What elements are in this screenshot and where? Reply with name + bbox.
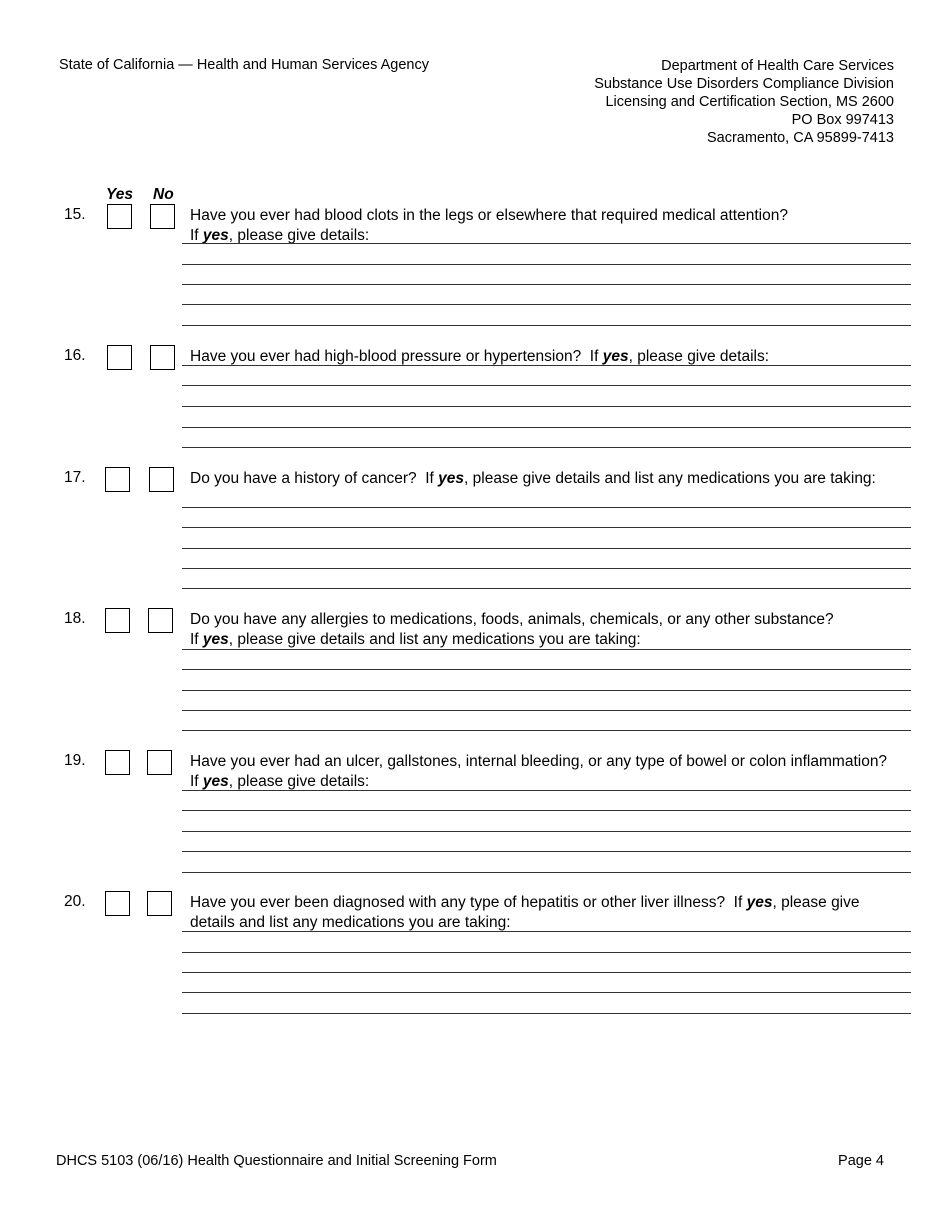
answer-line[interactable] bbox=[182, 931, 911, 932]
no-checkbox[interactable] bbox=[150, 204, 175, 229]
answer-line[interactable] bbox=[182, 872, 911, 873]
address-line: PO Box 997413 bbox=[791, 112, 894, 128]
question-number: 17. bbox=[64, 469, 86, 486]
answer-line[interactable] bbox=[182, 243, 911, 244]
no-checkbox[interactable] bbox=[147, 891, 172, 916]
answer-line[interactable] bbox=[182, 669, 911, 670]
yes-checkbox[interactable] bbox=[107, 345, 132, 370]
address-line: Department of Health Care Services bbox=[661, 58, 894, 74]
yes-checkbox[interactable] bbox=[107, 204, 132, 229]
question-number: 18. bbox=[64, 610, 86, 627]
answer-line[interactable] bbox=[182, 406, 911, 407]
answer-line[interactable] bbox=[182, 527, 911, 528]
answer-line[interactable] bbox=[182, 831, 911, 832]
answer-line[interactable] bbox=[182, 284, 911, 285]
question-number: 15. bbox=[64, 206, 86, 223]
page-number: Page 4 bbox=[838, 1153, 884, 1169]
question-text: Have you ever been diagnosed with any type of hepatitis or other liver illness? If yes, please give details and list any medications you are taking: bbox=[190, 894, 860, 931]
no-checkbox[interactable] bbox=[147, 750, 172, 775]
yes-checkbox[interactable] bbox=[105, 608, 130, 633]
answer-line[interactable] bbox=[182, 710, 911, 711]
answer-line[interactable] bbox=[182, 385, 911, 386]
answer-line[interactable] bbox=[182, 649, 911, 650]
answer-line[interactable] bbox=[182, 264, 911, 265]
yes-checkbox[interactable] bbox=[105, 750, 130, 775]
answer-line[interactable] bbox=[182, 548, 911, 549]
yes-checkbox[interactable] bbox=[105, 467, 130, 492]
question-number: 16. bbox=[64, 347, 86, 364]
answer-line[interactable] bbox=[182, 325, 911, 326]
answer-line[interactable] bbox=[182, 447, 911, 448]
question-number: 20. bbox=[64, 893, 86, 910]
answer-line[interactable] bbox=[182, 304, 911, 305]
answer-line[interactable] bbox=[182, 568, 911, 569]
no-checkbox[interactable] bbox=[149, 467, 174, 492]
no-checkbox[interactable] bbox=[148, 608, 173, 633]
answer-line[interactable] bbox=[182, 730, 911, 731]
question-number: 19. bbox=[64, 752, 86, 769]
yes-column-label: Yes bbox=[106, 186, 134, 203]
answer-line[interactable] bbox=[182, 507, 911, 508]
answer-line[interactable] bbox=[182, 365, 911, 366]
answer-line[interactable] bbox=[182, 851, 911, 852]
question-text: Have you ever had an ulcer, gallstones, internal bleeding, or any type of bowel or colon inflammation? If yes, please give details: bbox=[190, 753, 892, 790]
answer-line[interactable] bbox=[182, 972, 911, 973]
yes-checkbox[interactable] bbox=[105, 891, 130, 916]
question-text: Have you ever had blood clots in the legs or elsewhere that required medical attention? If yes, please give details: bbox=[190, 207, 788, 244]
answer-line[interactable] bbox=[182, 952, 911, 953]
answer-line[interactable] bbox=[182, 427, 911, 428]
answer-line[interactable] bbox=[182, 790, 911, 791]
question-text: Do you have a history of cancer? If yes, please give details and list any medications you are taking: bbox=[190, 470, 876, 487]
answer-line[interactable] bbox=[182, 810, 911, 811]
question-text: Do you have any allergies to medications, foods, animals, chemicals, or any other substance? If yes, please give details and list any medications you are taking: bbox=[190, 611, 834, 648]
answer-line[interactable] bbox=[182, 992, 911, 993]
answer-line[interactable] bbox=[182, 1013, 911, 1014]
form-identifier: DHCS 5103 (06/16) Health Questionnaire and Initial Screening Form bbox=[56, 1153, 497, 1169]
answer-line[interactable] bbox=[182, 588, 911, 589]
address-line: Substance Use Disorders Compliance Division bbox=[594, 76, 894, 92]
question-text: Have you ever had high-blood pressure or hypertension? If yes, please give details: bbox=[190, 348, 770, 365]
answer-line[interactable] bbox=[182, 690, 911, 691]
agency-header: State of California — Health and Human Services Agency bbox=[59, 57, 429, 73]
no-column-label: No bbox=[153, 186, 174, 203]
no-checkbox[interactable] bbox=[150, 345, 175, 370]
department-address bbox=[594, 57, 894, 147]
address-line: Sacramento, CA 95899-7413 bbox=[706, 130, 894, 146]
address-line: Licensing and Certification Section, MS 2600 bbox=[605, 94, 894, 110]
